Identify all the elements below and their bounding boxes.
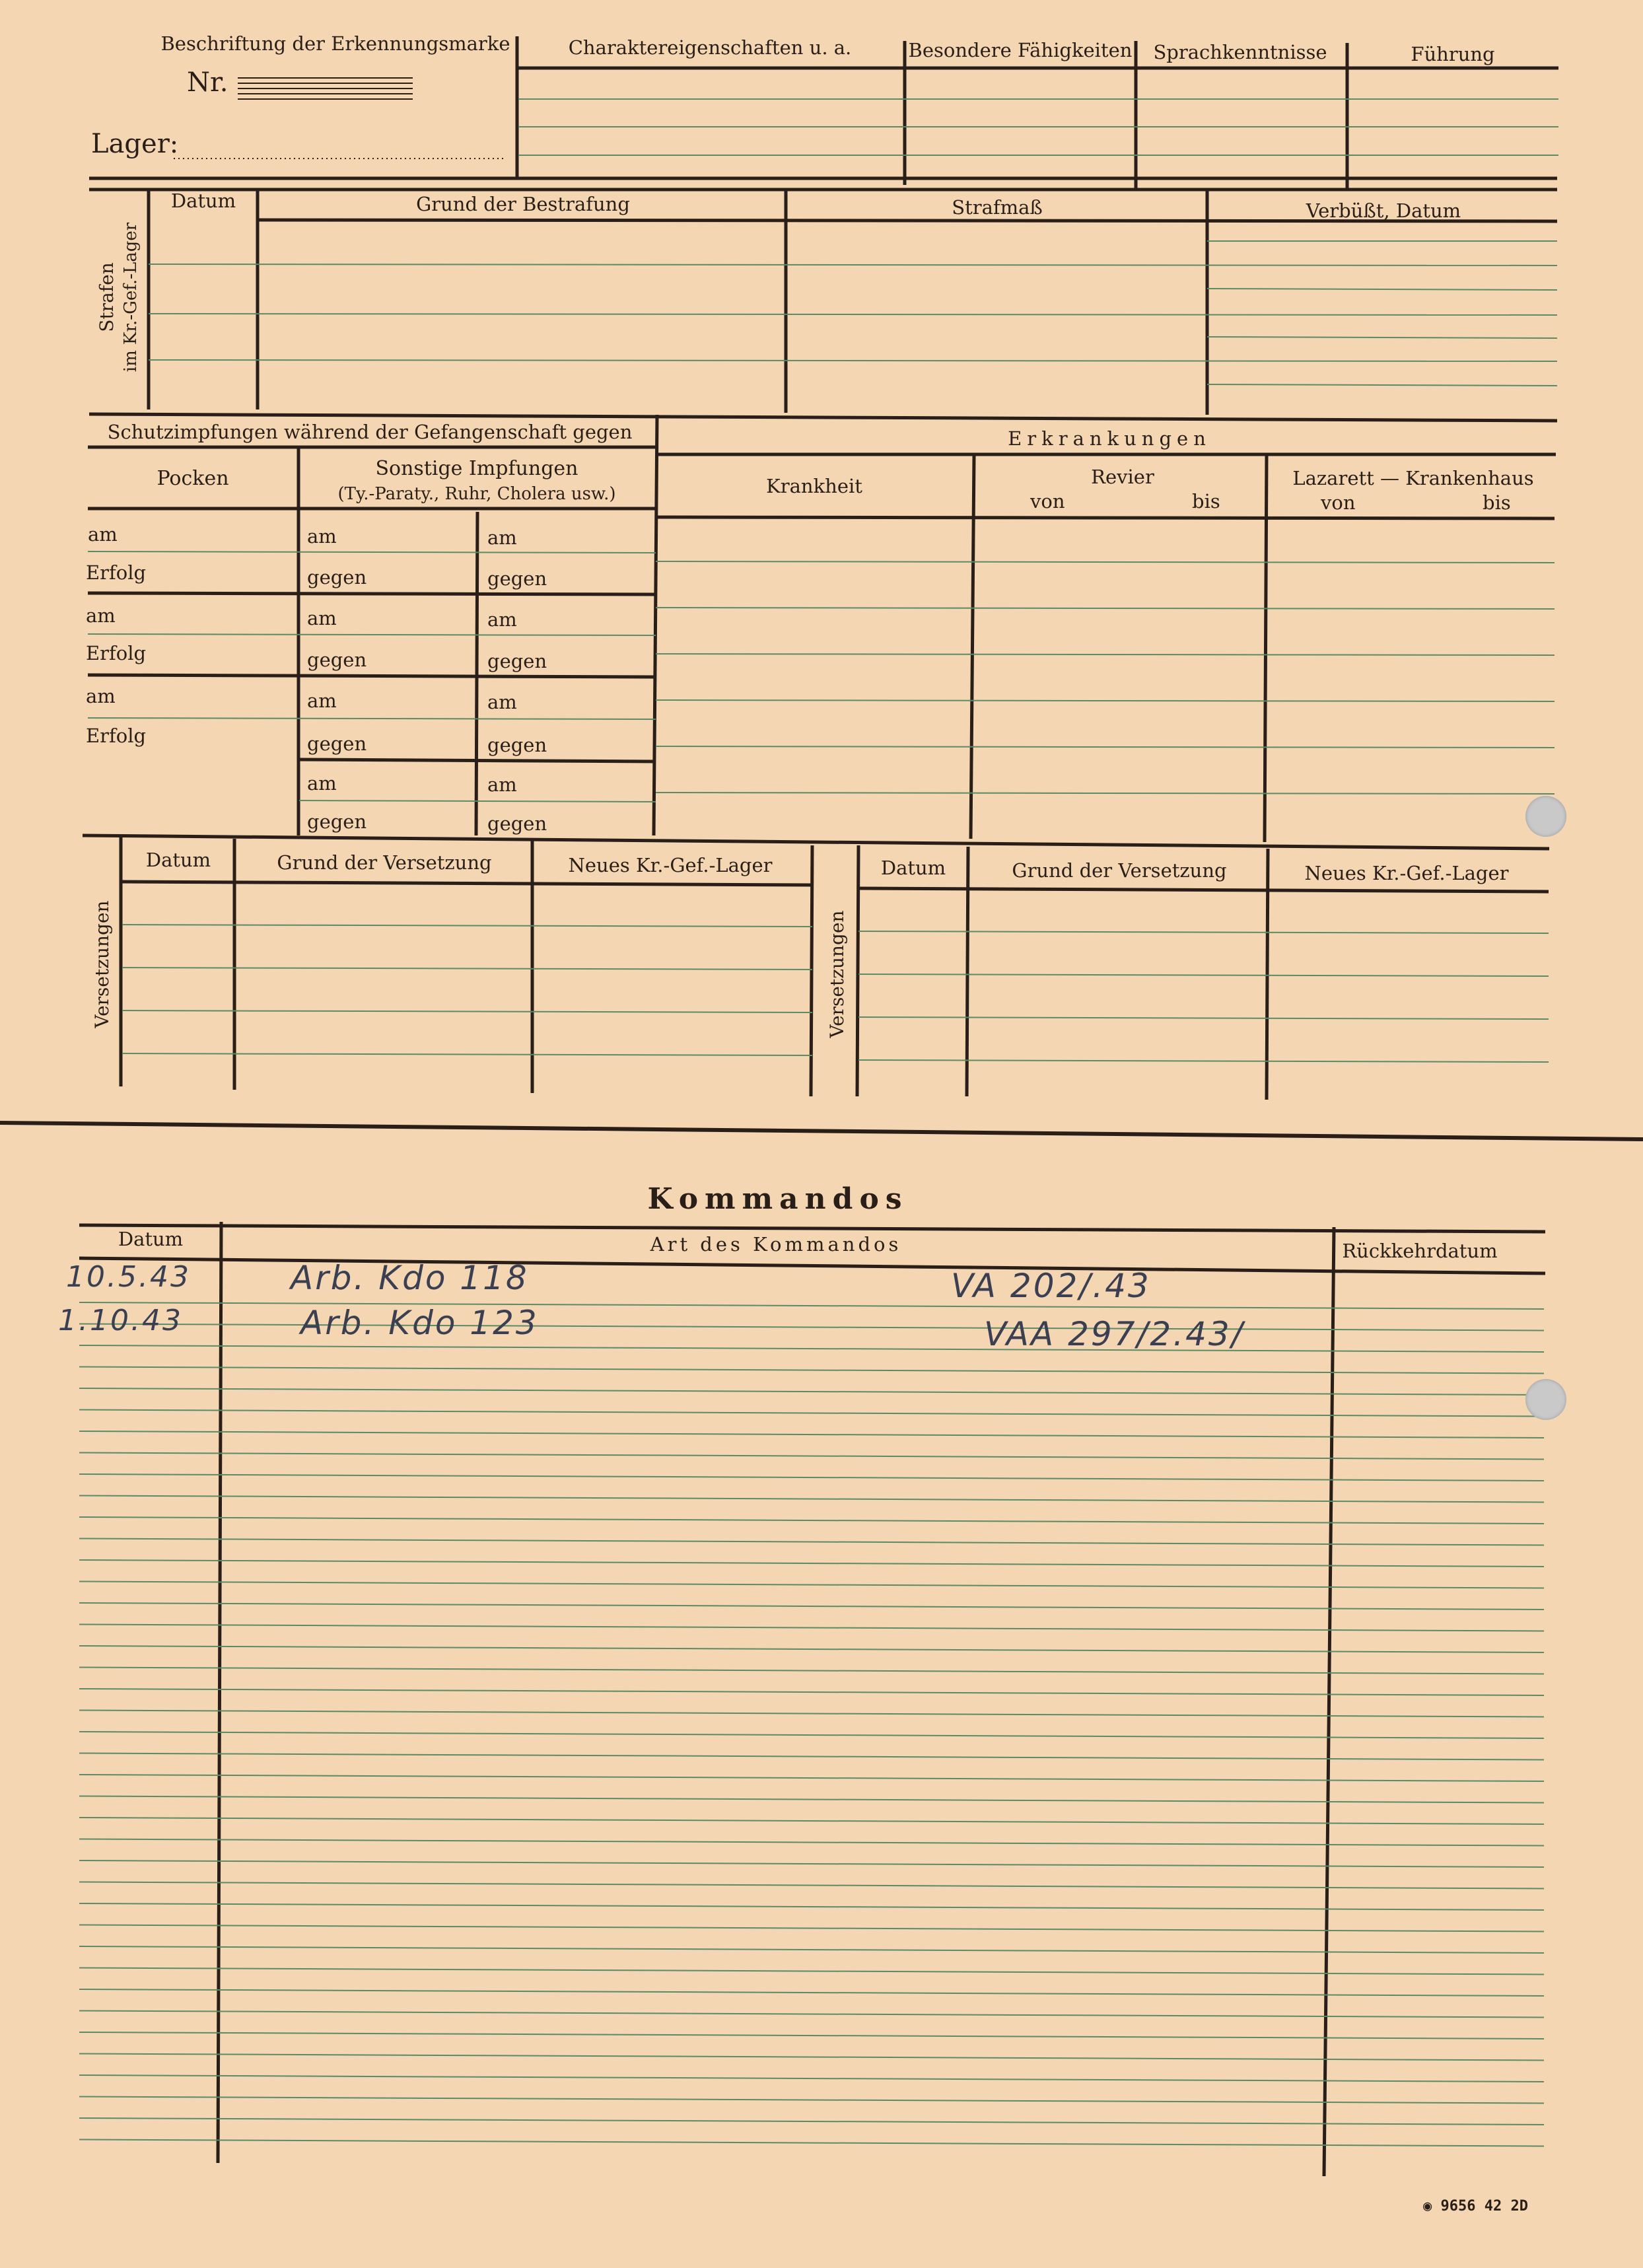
vacc-gegen-1a: gegen bbox=[307, 566, 367, 588]
col-abilities: Besondere Fähigkeiten bbox=[908, 39, 1133, 61]
cmd-entry-2-note: VAA 297/2.43/ bbox=[984, 1315, 1245, 1353]
ill-col-hospital: Lazarett — Krankenhaus bbox=[1292, 467, 1534, 489]
printer-mark-icon: ◉ bbox=[1423, 2198, 1432, 2215]
vacc-gegen-2b: gegen bbox=[487, 650, 547, 672]
transfers-side-label-left: Versetzungen bbox=[91, 900, 113, 1028]
col-conduct: Führung bbox=[1411, 43, 1495, 65]
tr-right-col-reason: Grund der Versetzung bbox=[1012, 859, 1227, 882]
vacc-other-am-4a: am bbox=[307, 772, 337, 795]
punishments-side-label-2: im Kr.-Gef.-Lager bbox=[121, 222, 141, 372]
pun-col-reason: Grund der Bestrafung bbox=[416, 193, 630, 215]
vacc-other-am-2a: am bbox=[307, 607, 337, 629]
tr-left-col-camp: Neues Kr.-Gef.-Lager bbox=[568, 854, 773, 876]
tag-label: Beschriftung der Erkennungsmarke bbox=[160, 32, 510, 55]
pun-col-date: Datum bbox=[170, 190, 236, 212]
cmd-entry-1-type: Arb. Kdo 118 bbox=[291, 1259, 529, 1297]
cmd-entry-1-note: VA 202/.43 bbox=[951, 1267, 1151, 1305]
punishments-side-label: Strafen bbox=[96, 262, 118, 332]
vacc-am-2: am bbox=[86, 604, 116, 627]
pun-col-served: Verbüßt, Datum bbox=[1306, 199, 1461, 222]
vacc-other-am-1b: am bbox=[487, 526, 517, 549]
tr-right-col-camp: Neues Kr.-Gef.-Lager bbox=[1304, 862, 1509, 884]
cmd-entry-2-date: 1.10.43 bbox=[58, 1304, 183, 1337]
cmd-entry-2-type: Arb. Kdo 123 bbox=[300, 1304, 539, 1342]
commands-title: Kommandos bbox=[647, 1182, 909, 1216]
vacc-smallpox: Pocken bbox=[157, 467, 229, 490]
vacc-erfolg-1: Erfolg bbox=[86, 561, 147, 584]
vacc-gegen-4b: gegen bbox=[487, 812, 547, 835]
vacc-other-am-1a: am bbox=[307, 525, 337, 548]
vacc-other-am-2b: am bbox=[487, 608, 517, 631]
transfers-side-label-right: Versetzungen bbox=[826, 910, 848, 1038]
vacc-gegen-1b: gegen bbox=[487, 567, 547, 590]
cmd-col-date: Datum bbox=[118, 1228, 184, 1250]
vacc-gegen-4a: gegen bbox=[307, 810, 367, 833]
vacc-gegen-3b: gegen bbox=[487, 734, 547, 756]
tr-right-col-date: Datum bbox=[880, 857, 946, 879]
cmd-col-return: Rückkehrdatum bbox=[1342, 1240, 1498, 1262]
ill-ward-from: von bbox=[1030, 490, 1065, 513]
vacc-other-am-4b: am bbox=[487, 773, 517, 796]
vacc-gegen-3a: gegen bbox=[307, 732, 367, 755]
ill-ward-to: bis bbox=[1192, 490, 1220, 513]
ill-col-ward: Revier bbox=[1091, 466, 1154, 488]
camp-label: Lager: bbox=[91, 129, 179, 159]
vacc-erfolg-3: Erfolg bbox=[86, 725, 147, 747]
tr-left-col-date: Datum bbox=[145, 849, 211, 871]
cmd-col-type: Art des Kommandos bbox=[650, 1233, 902, 1256]
vacc-other-am-3a: am bbox=[307, 690, 337, 712]
tr-left-col-reason: Grund der Versetzung bbox=[277, 851, 492, 874]
cmd-entry-1-date: 10.5.43 bbox=[66, 1260, 191, 1294]
nr-label: Nr. bbox=[187, 67, 228, 98]
col-character: Charaktereigenschaften u. a. bbox=[568, 36, 852, 59]
punch-hole-top bbox=[1525, 796, 1566, 837]
vacc-am-1: am bbox=[88, 523, 118, 546]
vaccinations-title: Schutzimpfungen während der Gefangenschaft gegen bbox=[107, 421, 633, 443]
illnesses-title: Erkrankungen bbox=[1008, 427, 1211, 450]
footer-code-text: 9656 42 2D bbox=[1440, 2198, 1528, 2215]
footer-code bbox=[1423, 2198, 1528, 2215]
vacc-erfolg-2: Erfolg bbox=[86, 642, 147, 664]
vacc-gegen-2a: gegen bbox=[307, 649, 367, 671]
vacc-other-detail: (Ty.-Paraty., Ruhr, Cholera usw.) bbox=[337, 484, 616, 504]
col-languages: Sprachkenntnisse bbox=[1153, 41, 1327, 63]
pun-col-sentence: Strafmaß bbox=[952, 196, 1043, 219]
vacc-other-am-3b: am bbox=[487, 691, 517, 713]
vacc-am-3: am bbox=[86, 685, 116, 707]
ill-hosp-from: von bbox=[1321, 491, 1356, 514]
ill-hosp-to: bis bbox=[1483, 491, 1511, 514]
punch-hole-bottom bbox=[1525, 1379, 1566, 1420]
vacc-other: Sonstige Impfungen bbox=[375, 457, 578, 480]
ill-col-disease: Krankheit bbox=[766, 475, 862, 497]
